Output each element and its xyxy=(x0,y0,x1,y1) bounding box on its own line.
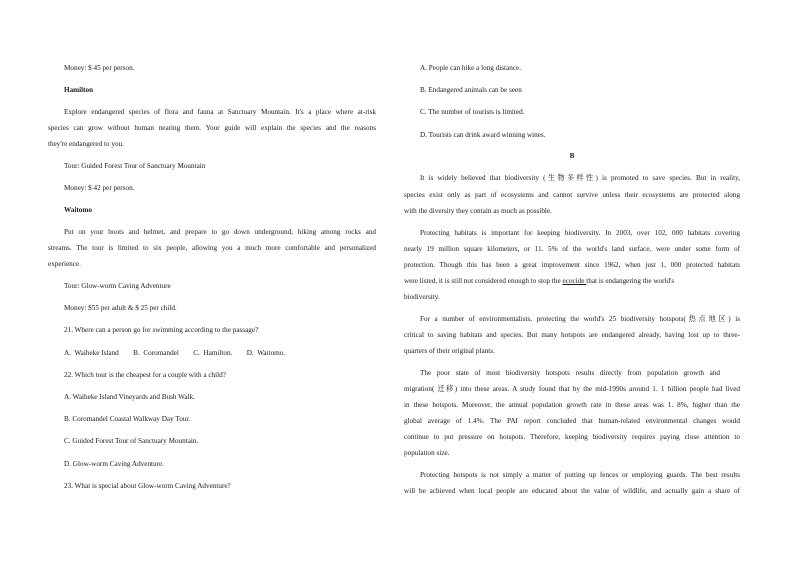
coromandel-money: Money: $ 45 per person. xyxy=(64,64,135,72)
section-b-heading: B xyxy=(569,152,575,160)
paragraph-line: global average of 1.4%. The PAI report concluded that human-related environmental changes would xyxy=(404,417,740,425)
waitomo-heading: Waitomo xyxy=(64,206,92,214)
paragraph-line: Protecting hotspots is not simply a matter of putting up fences or employing guards. The best results xyxy=(420,471,740,479)
waitomo-description-line: experience. xyxy=(48,260,81,268)
paragraph-line: population size. xyxy=(404,449,450,457)
question-22-option-a: A. Waiheke Island Vineyards and Bush Walk. xyxy=(64,393,195,401)
hamilton-money: Money: $ 42 per person. xyxy=(64,184,135,192)
paragraph-line: migration( 迁移) into these areas. A study found that by the mid-1990s around 1. 1 billion people had lived xyxy=(404,385,740,393)
question-21-options: A. Waiheke Island B. Coromandel C. Hamilton. D. Waitomo. xyxy=(64,349,286,357)
paragraph-line: species exist only as part of ecosystems and cannot survive unless their ecosystems are protected along xyxy=(404,191,740,199)
question-23-option-c: C. The number of tourists is limited. xyxy=(420,108,525,116)
question-22-option-d: D. Glow-worm Caving Adventure. xyxy=(64,460,165,468)
paragraph-line: in these hotspots. Moreover, the annual population growth rate in these areas was 1. 8%, higher than the xyxy=(404,401,740,409)
waitomo-money: Money: $55 per adult & $ 25 per child. xyxy=(64,304,177,312)
hamilton-tour: Tour: Guided Forest Tour of Sanctuary Mountain xyxy=(64,162,206,170)
waitomo-description-line: Put on your boots and helmet, and prepare to go down underground, hiking among rocks and xyxy=(64,228,376,236)
question-23: 23. What is special about Glow-worm Caving Adventure? xyxy=(64,482,231,490)
paragraph-line: Protecting habitats is important for keeping biodiversity. In 2003, over 102, 000 habitats covering xyxy=(420,229,740,237)
paragraph-line: For a number of environmentalists, protecting the world's 25 biodiversity hotspots(热点地区) is xyxy=(420,315,740,323)
paragraph-line: continue to put pressure on hotspots. Therefore, keeping biodiversity requires paying close attention to xyxy=(404,433,740,441)
paragraph-line xyxy=(404,277,674,286)
question-22-option-b: B. Coromandel Coastal Walkway Day Tour. xyxy=(64,415,191,423)
waitomo-description-line: streams. The tour is limited to six people, allowing you a much more comfortable and personalized xyxy=(48,244,376,252)
paragraph-line: biodiversity. xyxy=(404,293,440,301)
question-23-option-d: D. Tourists can drink award winning wines. xyxy=(420,131,546,139)
paragraph-text: were listed, it is still not considered enough to stop the xyxy=(404,277,563,285)
paragraph-line: protection. Though this has been a great improvement since 1962, when just 1, 000 protected habitats xyxy=(404,261,740,269)
question-22: 22. Which tour is the cheapest for a couple with a child? xyxy=(64,371,226,379)
paragraph-line: with the diversity they contain as much as possible. xyxy=(404,207,552,215)
hamilton-description-line: species can grow without human nearing them. Your guide will explain the species and the reasons xyxy=(48,124,376,132)
hamilton-description-line: Explore endangered species of flora and fauna at Sanctuary Mountain. It's a place where at-risk xyxy=(64,108,376,116)
question-22-option-c: C. Guided Forest Tour of Sanctuary Mountain. xyxy=(64,437,199,445)
paragraph-text: that is endangering the world's xyxy=(586,277,675,285)
question-21: 21. Where can a person go for swimming according to the passage? xyxy=(64,326,259,334)
paragraph-line: critical to saving habitats and species. But many hotspots are endangered already, having lost up to three- xyxy=(404,331,740,339)
question-23-option-b: B. Endangered animals can be seen xyxy=(420,86,522,94)
paragraph-line: It is widely believed that biodiversity (生物多样性) is promoted to save species. But in reality, xyxy=(420,174,740,182)
paragraph-line: will be achieved when local people are educated about the value of wildlife, and actually gain a share of xyxy=(404,487,740,495)
paragraph-line: quarters of their original plants. xyxy=(404,347,495,355)
hamilton-heading: Hamilton xyxy=(64,86,94,94)
hamilton-description-line: they're endangered to you. xyxy=(48,140,124,148)
question-23-option-a: A. People can hike a long distance. xyxy=(420,64,521,72)
paragraph-line: nearly 19 million square kilometers, or 11. 5% of the world's land surface, were under some form of xyxy=(404,245,740,253)
paragraph-line: The poor state of most biodiversity hotspots results directly from population growth and xyxy=(420,369,720,377)
waitomo-tour: Tour: Glow-worm Caving Adventure xyxy=(64,282,171,290)
underlined-word-ecocide: ecocide xyxy=(562,277,587,285)
